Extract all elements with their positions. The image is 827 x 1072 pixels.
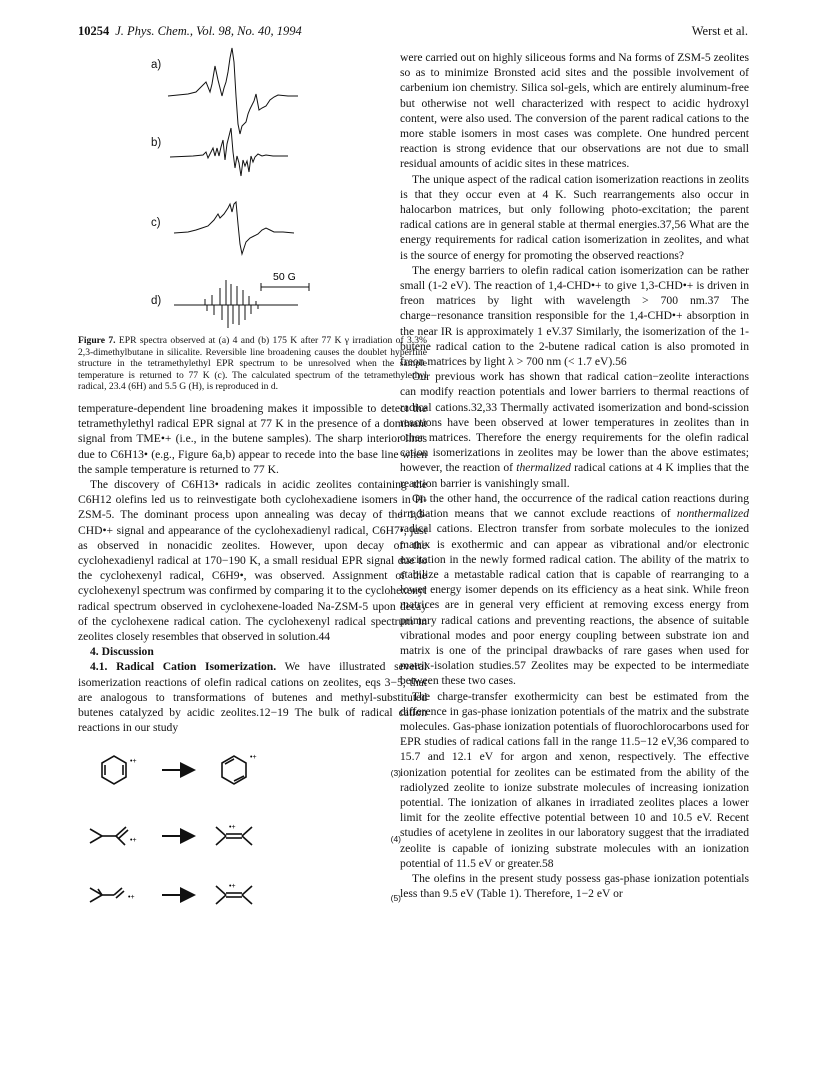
eq3-reactant-charge: •+ [130, 758, 137, 766]
scale-bar-label: 50 G [273, 271, 296, 283]
figure-caption-label: Figure 7. [78, 335, 116, 346]
eq5-reactant-structure [90, 888, 124, 902]
right-paragraph-4-part-a: Our previous work has shown that radical cation−zeolite interactions can modify reaction potentials and lower barriers to thermal reactions of radical cations.32,33 Thermally activated isomerization and bond-scission reactions have been observed at lower temperatures in zeolites than in other matrices. Therefore the energy requirements for the olefin radical cation isomerizations in zeolites may be lower than the above estimates; however, the reaction of [400, 370, 749, 475]
journal-citation: J. Phys. Chem., Vol. 98, No. 40, 1994 [115, 24, 302, 38]
running-header-left [78, 24, 302, 39]
eq3-reactant-structure [102, 756, 126, 784]
eq5-reactant-charge: •+ [128, 894, 135, 902]
equation-number-5: (5) [390, 893, 401, 904]
reaction-scheme-drawings [78, 749, 427, 909]
emphasis-thermalized: thermalized [516, 461, 571, 475]
figure-caption-text: EPR spectra observed at (a) 4 and (b) 175 K after 77 K γ irradiation of 3.3% 2,3-dimethylbutane in silicalite. Reversible line broadening causes the doublet hyperfine structure in the tetramethylethyl EPR spectrum to be unresolved when the sample temperature is returned to 77 K (c). The calculated spectrum of the tetramethylethyl radical, 23.4 (6H) and 5.5 G (H), is reproduced in d. [78, 335, 427, 393]
panel-label-d: d) [151, 295, 162, 307]
left-paragraph-3-text: We have illustrated several isomerization reactions of olefin radical cations on zeolites, eqs 3−5, that are analogous to transformations of butenes and methyl-substituted butenes catalyzed by acidic zeolites.12−19 The bulk of radical cation reactions in our study [78, 660, 427, 735]
eq4-product-charge: •+ [229, 824, 236, 832]
right-paragraph-5-part-a: On the other hand, the occurrence of the radical cation reactions during irradiation means that we cannot exclude reactions of [400, 491, 749, 521]
reaction-schemes [78, 749, 427, 909]
page-number: 10254 [78, 24, 110, 38]
right-paragraph-1: were carried out on highly siliceous forms and Na forms of ZSM-5 zeolites so as to minimize Bronsted acid sites and the possible involvement of carbenium ion chemistry. Silica sol-gels, which are entirely aluminum-free but otherwise not well characterized with respect to acidic hydroxyl content, were also used. The conversion of the parent radical cations to the more stable isomers in most cases was complete. One hundred percent reaction is strong evidence that our observations are not due to small residual amounts of acidic sites in these matrices. [400, 51, 750, 171]
scale-bar [261, 283, 309, 291]
epr-spectrum-d [205, 280, 258, 328]
right-paragraph-2: The unique aspect of the radical cation isomerization reactions in zeolits is that they occur even at 4 K. Such rearrangements also occur in halocarbon matrices, but only following photo-excitation; the parent radical cations are in general stable at thermal energies.37,56 What are the energy requirements for radical cation isomerization in zeolites, and what is the source of energy for promoting the observed reactions? [400, 172, 749, 262]
figure-caption [78, 335, 427, 393]
left-paragraph-1: temperature-dependent line broadening makes it impossible to detect the tetramethylethyl radical EPR signal at 77 K in the presence of a dominant signal from TME•+ (i.e., in the butene samples). The sharp interior lines due to C6H13• (e.g., Figure 6a,b) appear to recede into the base line when the sample temperature is returned to 77 K. [78, 401, 427, 476]
figure-7 [78, 44, 427, 329]
left-paragraph-3 [78, 659, 427, 735]
left-paragraph-2: The discovery of C6H13• radicals in acidic zeolites containing the C6H12 olefins led us to reinvestigate both cyclohexadiene isomers in H-ZSM-5. The dominant process upon annealing was decay of the 1,3-CHD•+ signal and appearance of the cyclohexadienyl radical, C6H7•, just as observed in nonacidic zeolites. However, upon decay of the cyclohexadienyl radical at 170−190 K, a small residual EPR signal due to the cyclohexenyl radical, C6H9•, was observed. Assignment of the cyclohexenyl spectrum was confirmed by comparing it to the cyclohexenyl radical spectrum observed in cyclohexene-loaded Na-ZSM-5 upon decay of the cyclohexene radical cation. The cyclohexenyl radical spectrum in zeolites closely resembles that observed in solution.44 [78, 477, 427, 644]
subsection-heading: 4.1. Radical Cation Isomerization. [90, 660, 277, 674]
right-paragraph-3: The energy barriers to olefin radical cation isomerization can be rather small (1-2 eV). The reaction of 1,4-CHD•+ to give 1,3-CHD•+ is driven in freon matrices by light with wavelength > 700 nm.37 The charge−resonance transition responsible for the 1,4-CHD•+ absorption in the near IR is approximately 1 eV.37 Similarly, the isomerization of the 1-butene radical cation to the 2-butene radical cation is also promoted in freon matrices by light λ > 700 nm (< 1.7 eV).56 [400, 263, 749, 369]
panel-label-a: a) [151, 59, 162, 71]
epr-spectrum-c [174, 202, 294, 254]
right-column [400, 50, 749, 901]
epr-spectrum-a [168, 48, 298, 134]
epr-spectrum-b [170, 128, 288, 176]
equation-number-4: (4) [390, 834, 401, 845]
panel-label-c: c) [151, 217, 161, 229]
emphasis-nonthermalized: nonthermalized [676, 507, 749, 521]
left-column [78, 44, 427, 909]
right-paragraph-5 [400, 491, 749, 689]
right-paragraph-4 [400, 369, 749, 491]
equation-number-3: (3) [390, 768, 401, 779]
eq4-reactant-charge: •+ [130, 837, 137, 845]
eq5-product-charge: •+ [229, 883, 236, 891]
right-paragraph-5-part-b: radical cations. Electron transfer from sorbate molecules to the ionized matrix is exothermic and can appear as vibrational and/or electronic excitation in the newly formed radical cation. The ability of the matrix to stabilize a metastable radical cation that is capable of rearranging to a lower energy isomer depends on its efficiency as a heat sink. While freon matrices are in general very efficient at removing excess energy from primary radical cations and preventing reactions, the absence of suitable vibrational modes and poor energy coupling between substrate ion and matrix is one of the principal drawbacks of rare gases when used for matrix-isolation studies.57 Zeolites may be expected to be intermediate between these two cases. [400, 522, 749, 688]
right-paragraph-7: The olefins in the present study possess gas-phase ionization potentials less than 9.5 eV (Table 1). Therefore, 1−2 eV or [400, 871, 749, 901]
right-paragraph-6: The charge-transfer exothermicity can best be estimated from the difference in gas-phase ionization potentials of the matrix and the substrate molecules. Gas-phase ionization potentials of fluorochlorocarbons used for EPR studies of radical cations fall in the range 11.5−12 eV,36 compared to 15.7 and 12.1 eV for argon and xenon, respectively. The effective ionization potential for zeolites can be estimated from the ability of the radiolyzed zeolite to ionize substrate molecules of increasing ionization potential. The ionization of alkanes in irradiated zeolites places a lower limit for the zeolite effective potential between 10 and 10.5 eV. Recent studies of acetylene in zeolites in our laboratory suggest that the irradiated zeolite is capable of ionizing substrate molecules with an ionization potential of 11.5 eV or greater.58 [400, 689, 749, 870]
eq3-product-structure [222, 756, 246, 784]
panel-label-b: b) [151, 137, 162, 149]
section-heading-discussion: 4. Discussion [90, 645, 154, 659]
eq3-product-charge: •+ [250, 754, 257, 762]
epr-spectra-plot [78, 44, 427, 329]
running-header-authors: Werst et al. [691, 24, 748, 38]
eq4-reactant-structure [90, 827, 128, 845]
right-paragraph-4-part-b: radical cations at 4 K implies that the reaction barrier is vanishingly small. [400, 461, 749, 490]
